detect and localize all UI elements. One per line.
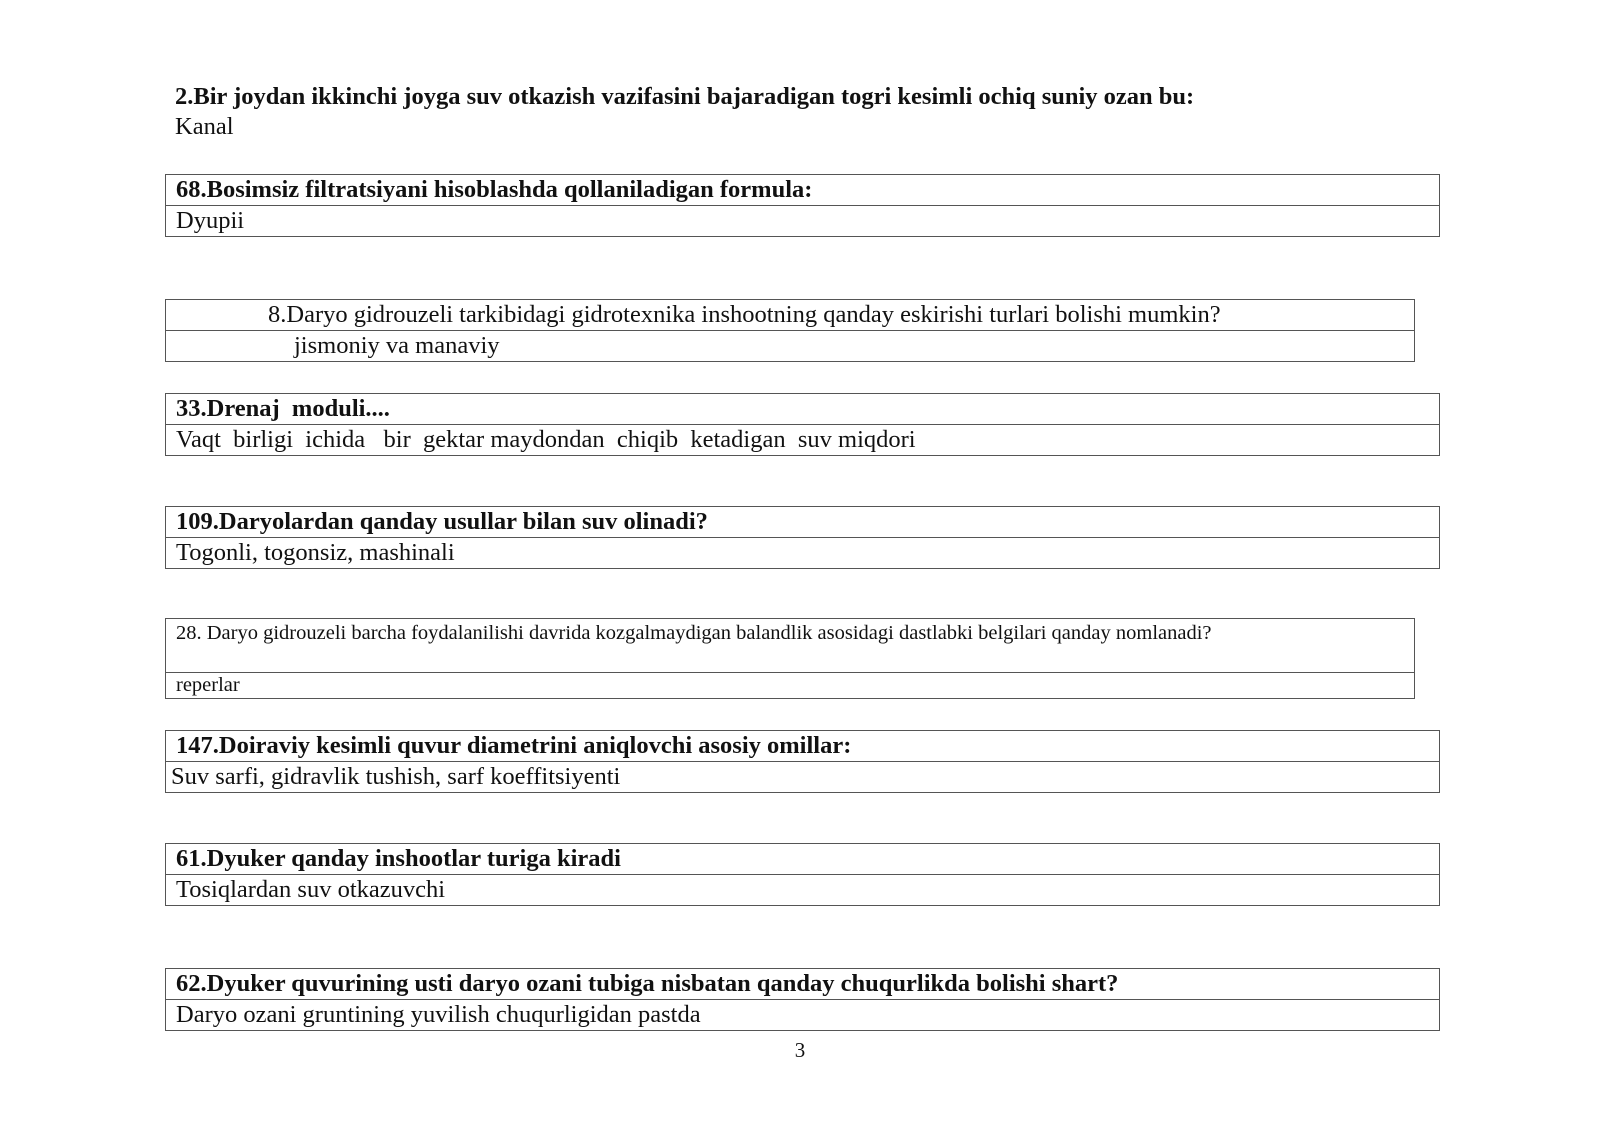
question-text: 28. Daryo gidrouzeli barcha foydalanilishi davrida kozgalmaydigan balandlik asosidagi dastlabki belgilari qanday nomlanadi? xyxy=(166,619,1414,673)
answer-text: Daryo ozani gruntining yuvilish chuqurligidan pastda xyxy=(176,1001,701,1028)
answer-text: Suv sarfi, gidravlik tushish, sarf koeffitsiyenti xyxy=(171,763,621,790)
answer-text: Dyupii xyxy=(176,207,245,234)
answer-text: jismoniy va manaviy xyxy=(294,332,500,359)
question-text: 8.Daryo gidrouzeli tarkibidagi gidrotexnika inshootning qanday eskirishi turlari bolishi mumkin? xyxy=(166,300,1414,331)
intro-question-block xyxy=(175,82,1435,142)
intro-question: 2.Bir joydan ikkinchi joyga suv otkazish vazifasini bajaradigan togri kesimli ochiq suniy ozan bu: xyxy=(175,83,1195,110)
question-text: 147.Doiraviy kesimli quvur diametrini aniqlovchi asosiy omillar: xyxy=(166,731,1439,762)
question-text: 62.Dyuker quvurining usti daryo ozani tubiga nisbatan qanday chuqurlikda bolishi shart? xyxy=(166,969,1439,1000)
answer-text: reperlar xyxy=(176,674,240,696)
page-number: 3 xyxy=(794,1038,806,1062)
question-text: 61.Dyuker qanday inshootlar turiga kiradi xyxy=(166,844,1439,875)
answer-text: Tosiqlardan suv otkazuvchi xyxy=(176,876,446,903)
question-box-61 xyxy=(165,843,1440,906)
intro-answer: Kanal xyxy=(175,113,234,140)
question-box-8 xyxy=(165,299,1415,362)
question-box-109 xyxy=(165,506,1440,569)
answer-text: Vaqt birligi ichida bir gektar maydondan chiqib ketadigan suv miqdori xyxy=(176,426,916,453)
question-box-28 xyxy=(165,618,1415,699)
question-text: 68.Bosimsiz filtratsiyani hisoblashda qollaniladigan formula: xyxy=(166,175,1439,206)
answer-text: Togonli, togonsiz, mashinali xyxy=(176,539,455,566)
question-box-68 xyxy=(165,174,1440,237)
question-box-62 xyxy=(165,968,1440,1031)
question-text: 109.Daryolardan qanday usullar bilan suv olinadi? xyxy=(166,507,1439,538)
question-box-147 xyxy=(165,730,1440,793)
question-text: 33.Drenaj moduli.... xyxy=(166,394,1439,425)
question-box-33 xyxy=(165,393,1440,456)
